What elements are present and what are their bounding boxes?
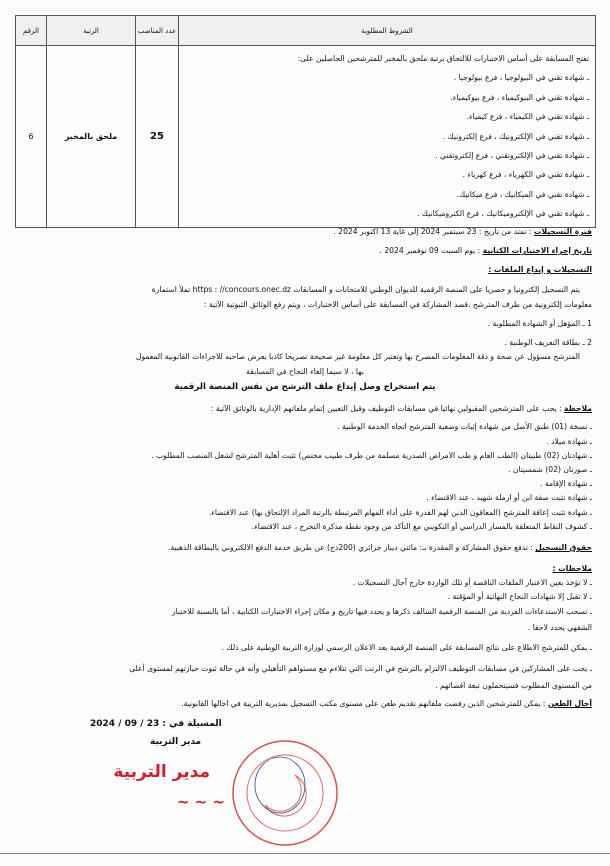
condition-line: ـ شهادة تقني في الميكانيك ، فرع ميكانيك. — [456, 189, 589, 199]
label: تاريخ إجراء الاختبارات الكتابية — [482, 246, 592, 255]
remark-item: ـ لا تقبل إلا شهادات النجاح النهائية أو المؤقتة . — [447, 592, 592, 601]
conditions-cell — [179, 46, 596, 228]
document-item: 2 ـ بطاقة التعريف الوطنية . — [504, 338, 592, 347]
condition-line: ـ شهادة تقني في البيولوجيا ، فرع بيولوجيا . — [453, 73, 589, 83]
place-date: المسيلة في : 23 / 09 / 2024 — [90, 719, 222, 729]
condition-line: ـ شهادة تقني في الكهرباء ، فرع كهرباء . — [462, 170, 589, 180]
signatory-title: مدير التربية — [150, 737, 202, 747]
condition-line: ـ شهادة تقني في الإلكترونيك ، فرع إلكترونيك . — [442, 131, 589, 141]
note-item: ـ شهادة تثبت صفة ابن أو ارملة شهيد ، عند الاقتضاء . — [426, 493, 592, 502]
note-item: ـ كشوف النقاط المتعلقة بالمسار الدراسي أو التكويني مع التأكد من وجود نقطة مذكرة التخرج ، عند الاقتضاء. — [251, 522, 592, 531]
header-rank: الرتبة — [47, 16, 136, 46]
text: : يوم السبت 09 نوفمبر 2024 . — [379, 246, 483, 255]
positions-table — [15, 15, 596, 228]
text: : يمكن للمترشحين الذين رفضت ملفاتهم تقديم طعن على مستوى مكتب التسجيل بمديرية التربية في اجالها القانونية. — [181, 699, 548, 708]
filing-paragraph: يتم التسجيل إلكترونيا و حصريا على المنصة الرقمية للديوان الوطني للامتحانات و المسابقات https : //concours.onec.dz تملأ استمارة — [151, 285, 580, 294]
text: : تمتد من تاريخ : 23 سبتمبر 2024 إلى غاية 13 اكتوبر 2024 . — [333, 227, 534, 236]
responsibility-text: بها ، لا سيما إلغاء النجاح في المسابقة — [246, 367, 364, 376]
label: آجال الطعن — [547, 699, 592, 708]
text: : يجب على المترشحين المقبولين نهائيا في مسابقات التوظيف وقبل التعيين إتمام ملفاتهم الإدارية بالوثائق الآتية : — [210, 404, 565, 413]
document-item: 1 ـ المؤهل أو الشهادة المطلوبة . — [487, 319, 592, 328]
label: حقوق التسجيل — [535, 543, 592, 552]
filing-paragraph: معلومات إلكترونية من طرف المترشح ،قصد المشاركة في المسابقة على أساس الاختبارات ، ويتم رفع الوثائق الثبوتية الآتية : — [203, 300, 592, 309]
appeal — [181, 698, 592, 710]
remark-item: ـ يمكن للمترشح الاطلاع على نتائج المسابقة على المنصة الرقمية بعد الاعلان الرسمي لوزارة التربية الوطنية على ذلك . — [221, 643, 592, 652]
note-item: ـ شهادة تثبت إعاقة المترشح (المعاقون الذين لهم القدرة على أداء المهام المرتبطة بالرتبة المراد الإلتحاق بها) عند الاقتضاء. — [208, 508, 592, 517]
condition-line: ـ شهادة تقني في الكيمياء ، فرع كيمياء. — [466, 112, 589, 122]
note-item: ـ نسخة (01) طبق الأصل من شهادة إثبات وضعية المترشح اتجاه الخدمة الوطنية . — [337, 422, 592, 431]
note-item: ـ شهادة الإقامة . — [540, 479, 592, 488]
remarks-heading: ملاحظات : — [552, 564, 592, 573]
condition-line: ـ شهادة تقني في الإلكتروميكانيك ، فرع الكتروميكانيك . — [416, 209, 589, 219]
bottom-divider — [0, 853, 610, 854]
label: ملاحظة — [564, 404, 592, 413]
registration-period — [333, 226, 592, 238]
row-number: 6 — [16, 46, 47, 228]
label: فترة التسجيلات — [533, 227, 592, 236]
official-stamp — [113, 735, 350, 850]
signature-text: مدير التربية — [113, 762, 210, 782]
note-item: ـ صورتان (02) شمسيتان . — [508, 465, 592, 474]
header-conditions: الشروط المطلوبة — [179, 16, 596, 46]
rank-name: ملحق بالمخبر — [47, 46, 136, 228]
receipt-notice: يتم استخراج وصل إيداع ملف الترشح من نفس المنصة الرقمية — [174, 382, 436, 392]
filing-heading: التسجيلات و إيداع الملفات : — [488, 265, 592, 274]
posts-count: 25 — [136, 46, 179, 228]
header-num: الرقم — [16, 16, 47, 46]
fees — [168, 542, 592, 554]
condition-line: تفتح المسابقة على أساس الاختبارات للالتحاق برتبة ملحق بالمخبر للمترشحين الحاصلين على: — [297, 54, 589, 63]
remark-item: ـ تسحب الاستدعاءات الفردية من المنصة الرقمية السالف ذكرها و يحدد فيها تاريخ و مكان إجراء الاختبارات الكتابية ، أما بالنسبة للاختبار — [172, 607, 592, 616]
text: : تدفع حقوق المشاركة و المقدرة بـ: مائتي دينار جزائري (200دج) عن طريق خدمة الدفع الالكتروني بالبطاقة الذهبية. — [167, 543, 536, 552]
note-item: ـ شهادتان (02) طبيتان (الطب العام و طب الامراض الصدرية مسلمة من طرف طبيب مختص) تثبت أهلية المترشح لشغل المنصب المطلوب . — [151, 451, 592, 460]
exam-date — [380, 245, 593, 257]
svg-text:~ ~ ~: ~ ~ ~ — [176, 793, 225, 811]
remark-item: من المستوى المطلوب فسيتحملون تبعة اقصائهم . — [435, 681, 592, 690]
responsibility-text: المترشح مسؤول عن صحة و دقة المعلومات المصرح بها وتعتبر كل معلومة غير صحيحة تصريحا كاذبا يعرض صاحبه للاجراءات القانونية المعمول — [135, 352, 580, 361]
remark-item: الشفهي يحدد لاحقا . — [527, 623, 592, 632]
note — [211, 403, 592, 415]
condition-line: ـ شهادة تقني في البيوكيمياء ، فرع بيوكيمياء. — [450, 92, 589, 102]
header-posts: عدد المناصب — [136, 16, 179, 46]
remark-item: ـ يجب على المشاركين في مسابقات التوظيف الالتزام بالترشح في الرتب التي تتلاءم مع مستواهم التأهيلي وأنه في حالة ثبوت حيازتهم لمستوى أعلى — [129, 664, 592, 673]
remark-item: ـ لا تؤخذ بعين الاعتبار الملفات الناقصة أو تلك الواردة خارج آجال التسجيلات . — [352, 578, 592, 587]
condition-line: ـ شهادة تقني في الإلكتروتقني ، فرع إلكتروتقني . — [435, 150, 589, 160]
note-item: ـ شهادة ميلاد . — [546, 437, 592, 446]
